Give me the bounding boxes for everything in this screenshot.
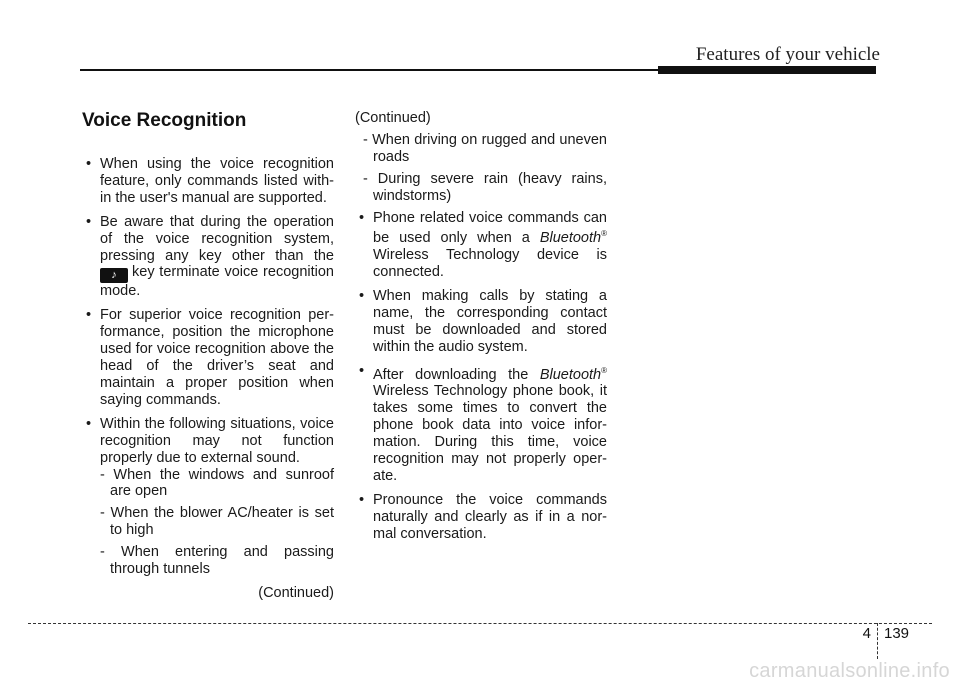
footer-rule bbox=[28, 623, 932, 624]
situation-item: - During severe rain (heavy rains, windstorms) bbox=[363, 170, 607, 204]
right-column bbox=[355, 110, 607, 550]
list-item bbox=[355, 363, 607, 485]
chapter-number: 4 bbox=[862, 625, 871, 642]
bullet-text: Phone related voice commands can be used only when a bbox=[373, 209, 607, 247]
list-item: • When making calls by stating a name, the corresponding contact must be downloaded and stored within the audio system. bbox=[355, 288, 607, 356]
list-item bbox=[82, 214, 334, 301]
situation-list bbox=[100, 467, 334, 578]
situation-item: - When the windows and sunroof are open bbox=[100, 466, 334, 500]
watermark: carmanualsonline.info bbox=[749, 660, 950, 682]
header-title: Features of your vehicle bbox=[695, 44, 880, 65]
right-bullet-list bbox=[355, 210, 607, 543]
list-item: • For superior voice recognition per-formance, position the microphone used for voice recognition above the head of the driver’s seat and maintain a proper position when saying commands. bbox=[82, 307, 334, 408]
bullet-text: Wireless Technology device is connected. bbox=[373, 247, 607, 281]
situation-item: - When entering and passing through tunnels bbox=[100, 544, 334, 578]
list-item: • Pronounce the voice commands naturally and clearly as if in a nor-mal conversation. bbox=[355, 492, 607, 543]
voice-talk-key-icon: ♪ bbox=[100, 268, 128, 283]
situation-item: - When driving on rugged and uneven roads bbox=[363, 131, 607, 165]
situation-item: - When the blower AC/heater is set to high bbox=[100, 505, 334, 539]
registered-mark: ® bbox=[601, 229, 607, 239]
list-item: • When using the voice recognition feature, only commands listed with-in the user's manual are supported. bbox=[82, 156, 334, 207]
header-rule-thick bbox=[658, 66, 876, 74]
list-item bbox=[82, 416, 334, 578]
left-column bbox=[82, 156, 334, 602]
bluetooth-brand: Bluetooth bbox=[539, 366, 602, 383]
bullet-text: Be aware that during the operation of the voice recognition system, pressing any key other than the bbox=[100, 213, 334, 264]
continued-label: (Continued) bbox=[258, 584, 334, 601]
continued-label: (Continued) bbox=[355, 110, 431, 126]
bullet-text: Within the following situations, voice recognition may not function properly due to external sound. bbox=[100, 415, 334, 466]
page-number: 139 bbox=[884, 625, 910, 642]
situation-list bbox=[363, 132, 607, 205]
header-rule bbox=[80, 69, 720, 71]
section-title: Voice Recognition bbox=[82, 110, 247, 131]
registered-mark: ® bbox=[601, 365, 608, 375]
footer-divider bbox=[877, 623, 878, 659]
list-item bbox=[355, 210, 607, 281]
left-bullet-list bbox=[82, 156, 334, 578]
bullet-text: key terminate voice recognition mode. bbox=[100, 264, 334, 300]
bullet-text: After downloading the bbox=[373, 366, 529, 383]
bluetooth-brand: Bluetooth bbox=[539, 230, 602, 247]
bullet-text: Wireless Technology phone book, it takes some times to convert the phone book data into voice infor-mation. During this time, voice recognition may not properly oper-ate. bbox=[373, 383, 607, 484]
